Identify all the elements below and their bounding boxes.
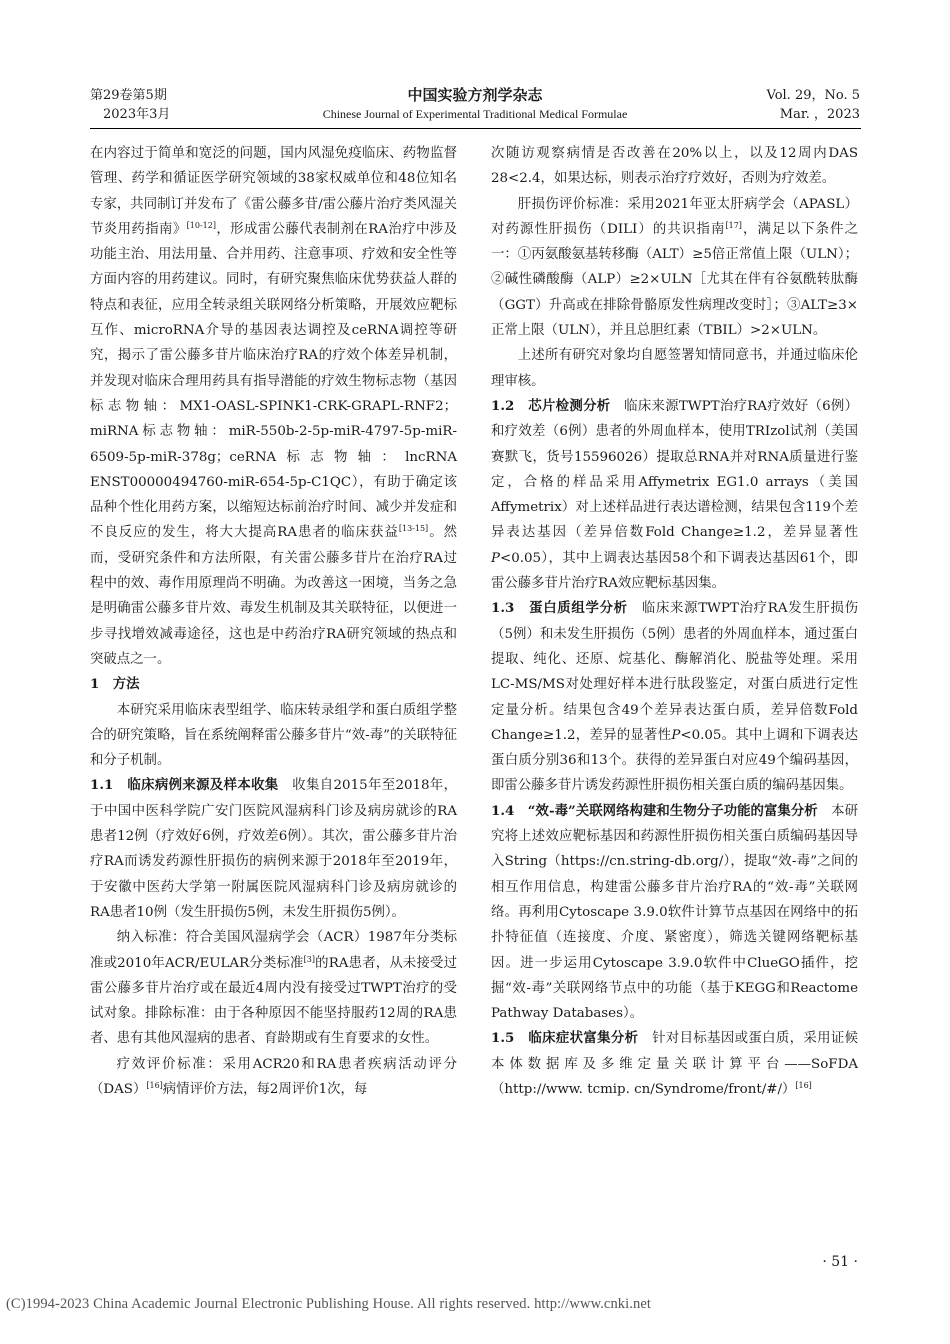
subsection-title: 1.4 “效-毒”关联网络构建和生物分子功能的富集分析 — [491, 802, 818, 819]
header-center — [90, 86, 860, 124]
paragraph: 上述所有研究对象均自愿签署知情同意书，并通过临床伦理审核。 — [491, 348, 858, 389]
paragraph: 1.5 临床症状富集分析 针对目标基因或蛋白质，采用证候本体数据库及多维定量关联计算平台——SoFDA（http://www. tcmip. cn/Syndrome/front/#/）[16] — [491, 1030, 859, 1097]
paragraph: 次随访观察病情是否改善在20%以上，以及12周内DAS 28<2.4，如果达标，则表示治疗疗效好，否则为疗效差。 — [491, 146, 858, 187]
citation[interactable]: [17] — [725, 220, 742, 230]
paragraph: 本研究采用临床表型组学、临床转录组学和蛋白质组学整合的研究策略，旨在系统阐释雷公藤多苷片“效-毒”的关联特征和分子机制。 — [90, 702, 457, 769]
paragraph: 在内容过于简单和宽泛的问题，国内风湿免疫临床、药物监督管理、药学和循证医学研究领域的38家权威单位和48位知名专家，共同制订并发布了《雷公藤多苷/雷公藤片治疗类风湿关节炎用药指南》[10-12]，形成雷公藤代表制剂在RA治疗中涉及功能主治、用法用量、合并用药、注意事项、疗效和安全性等方面内容的用药建议。同时，有研究聚焦临床优势获益人群的特点和表征，应用全转录组关联网络分析策略，开展效应靶标互作、microRNA介导的基因表达调控及ceRNA调控等研究，揭示了雷公藤多苷片临床治疗RA的疗效个体差异机制，并发现对临床合理用药具有指导潜能的疗效生物标志物（基因标志物轴：MX1-OASL-SPINK1-CRK-GRAPL-RNF2；miRNA标志物轴：miR-550b-2-5p-miR-4797-5p-miR-6509-5p-miR-378g；ceRNA标志物轴：lncRNA ENST00000494760-miR-654-5p-C1QC），有助于确定该品种个性化用药方案，以缩短达标前治疗时间、减少并发症和不良反应的发生，将大大提高RA患者的临床获益[13-15]。然而，受研究条件和方法所限，有关雷公藤多苷片在治疗RA过程中的效、毒作用原理尚不明确。为改善这一困境，当务之急是明确雷公藤多苷片效、毒发生机制及其关联特征，以便进一步寻找增效减毒途径，这也是中药治疗RA研究领域的热点和突破点之一。 — [90, 146, 457, 667]
citation[interactable]: [16] — [146, 1080, 163, 1090]
subsection-title: 1.5 临床症状富集分析 — [491, 1030, 639, 1047]
paragraph: 1.3 蛋白质组学分析 临床来源TWPT治疗RA发生肝损伤（5例）和未发生肝损伤（5例）患者的外周血样本，通过蛋白提取、纯化、还原、烷基化、酶解消化、脱盐等处理。采用LC-MS/MS对处理好样本进行肽段鉴定，对蛋白质进行定性定量分析。结果包含49个差异表达蛋白质，差异倍数Fold Change≥1.2，差异的显著性P<0.05。其中上调和下调表达蛋白质分别36和13个。获得的差异蛋白对应49个编码基因，即雷公藤多苷片诱发药源性肝损伤相关蛋白质的编码基因集。 — [491, 600, 858, 794]
citation[interactable]: [3] — [303, 954, 315, 964]
journal-title-cn: 中国实验方剂学杂志 — [407, 86, 543, 104]
subsection-title: 1.1 临床病例来源及样本收集 — [90, 777, 279, 794]
paragraph: 纳入标准：符合美国风湿病学会（ACR）1987年分类标准或2010年ACR/EULAR分类标准[3]的RA患者，从未接受过雷公藤多苷片治疗或在最近4周内没有接受过TWPT治疗的受试对象。排除标准：由于各种原因不能坚持服药12周的RA患者、患有其他风湿病的患者、育龄期或有生育要求的女性。 — [90, 930, 457, 1047]
volume-cn: 第29卷第5期 — [90, 88, 167, 103]
header-right — [767, 86, 861, 124]
right-column — [491, 141, 858, 1102]
date-en: Mar. ，2023 — [779, 107, 860, 122]
volume-en: Vol. 29，No. 5 — [766, 88, 860, 103]
header-rule — [90, 128, 861, 129]
journal-title-en: Chinese Journal of Experimental Traditional Medical Formulae — [322, 107, 628, 121]
citation[interactable]: [10-12] — [186, 220, 216, 230]
section-heading-methods: 1 方法 — [90, 676, 140, 693]
paragraph: 肝损伤评价标准：采用2021年亚太肝病学会（APASL）对药源性肝损伤（DILI）的共识指南[17]，满足以下条件之一：①丙氨酸氨基转移酶（ALT）≥5倍正常值上限（ULN）；②碱性磷酸酶（ALP）≥2×ULN［尤其在伴有谷氨酰转肽酶（GGT）升高或在排除骨骼原发性病理改变时］；③ALT≥3×正常上限（ULN），并且总胆红素（TBIL）>2×ULN。 — [491, 196, 858, 339]
subsection-title: 1.2 芯片检测分析 — [491, 397, 611, 414]
paragraph: 疗效评价标准：采用ACR20和RA患者疾病活动评分（DAS）[16]病情评价方法，每2周评价1次，每 — [90, 1056, 457, 1097]
subsection-title: 1.3 蛋白质组学分析 — [491, 600, 628, 617]
paragraph: 1.2 芯片检测分析 临床来源TWPT治疗RA疗效好（6例）和疗效差（6例）患者的外周血样本，使用TRIzol试剂（美国赛默飞，货号15596026）提取总RNA并对RNA质量进行鉴定，合格的样品采用Affymetrix EG1.0 arrays（美国Affymetrix）对上述样品进行表达谱检测，结果包含119个差异表达基因（差异倍数Fold Change≥1.2，差异显著性P<0.05），其中上调表达基因58个和下调表达基因61个，即雷公藤多苷片治疗RA效应靶标基因集。 — [491, 397, 858, 592]
citation[interactable]: [13-15] — [398, 524, 429, 534]
page-number: · 51 · — [822, 1254, 858, 1270]
left-column — [90, 141, 457, 1102]
paragraph: 1.1 临床病例来源及样本收集 收集自2015年至2018年，于中国中医科学院广安门医院风湿病科门诊及病房就诊的RA患者12例（疗效好6例，疗效差6例）。其次，雷公藤多苷片治疗RA而诱发药源性肝损伤的病例来源于2018年至2019年，于安徽中医药大学第一附属医院风湿病科门诊及病房就诊的RA患者10例（发生肝损伤5例，未发生肝损伤5例）。 — [90, 777, 458, 920]
paragraph: 1.4 “效-毒”关联网络构建和生物分子功能的富集分析 本研究将上述效应靶标基因和药源性肝损伤相关蛋白质编码基因导入String（https://cn.string-db.org/），提取“效-毒”之间的相互作用信息，构建雷公藤多苷片治疗RA的“效-毒”关联网络。再利用Cytoscape 3.9.0软件计算节点基因在网络中的拓扑特征值（连接度、介度、紧密度），筛选关键网络靶标基因。进一步运用Cytoscape 3.9.0软件中ClueGO插件，挖掘“效-毒”关联网络节点中的功能（基于KEGG和Reactome Pathway Databases）。 — [491, 802, 858, 1022]
copyright-footer: (C)1994-2023 China Academic Journal Electronic Publishing House. All rights reserved. http://www.cnki.net — [6, 1296, 652, 1312]
citation[interactable]: [16] — [795, 1080, 812, 1090]
date-cn: 2023年3月 — [103, 107, 171, 122]
page-header — [90, 86, 860, 130]
